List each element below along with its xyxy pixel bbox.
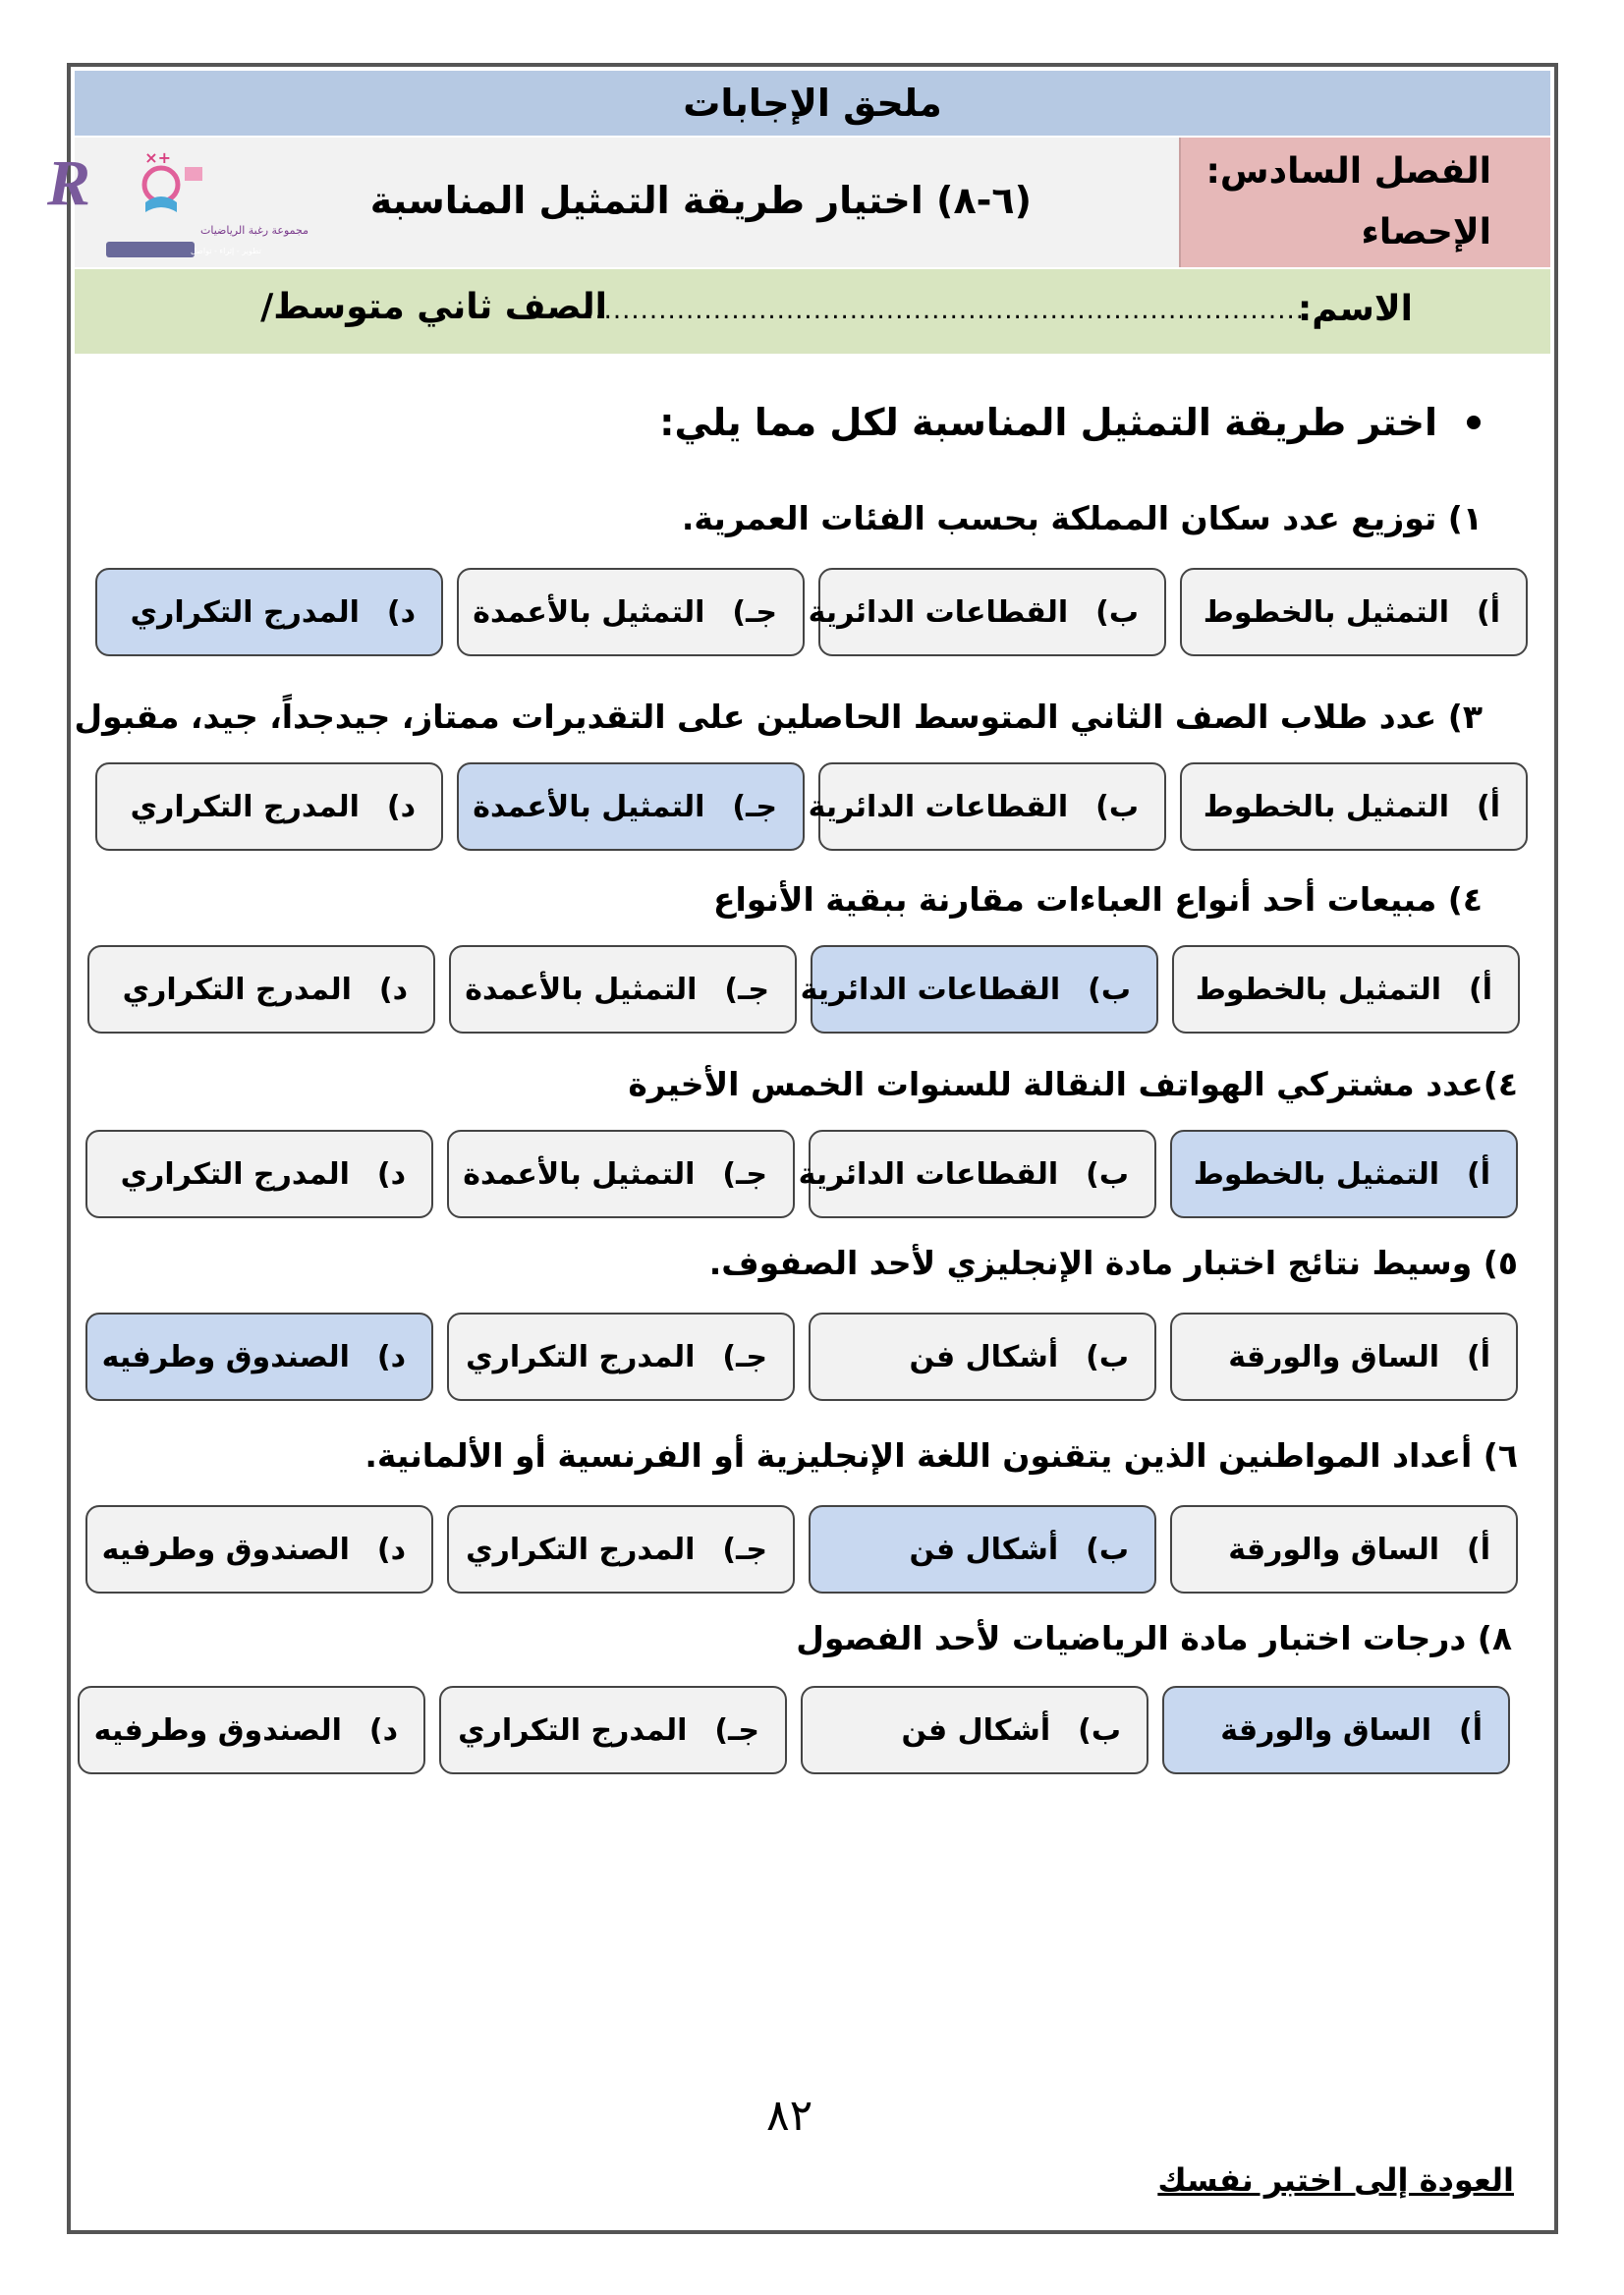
option-letter: جـ) [732, 789, 777, 824]
option-letter: ب) [1095, 789, 1139, 824]
option-b[interactable] [798, 1130, 1156, 1218]
option-label: القطاعات الدائرية [808, 789, 1069, 824]
option-letter: ب) [1078, 1712, 1121, 1748]
option-letter: د) [386, 789, 416, 824]
question-text: ٤) مبيعات أحد أنواع العباءات مقارنة ببقية الأنواع [712, 880, 1483, 919]
question-text: ١) توزيع عدد سكان المملكة بحسب الفئات العمرية. [681, 499, 1483, 537]
question-text: ٣) عدد طلاب الصف الثاني المتوسط الحاصلين على التقديرات ممتاز، جيدجداً، جيد، مقبول [74, 698, 1483, 736]
option-d[interactable] [95, 762, 443, 851]
option-label: التمثيل بالأعمدة [463, 1156, 696, 1192]
option-letter: ب) [1086, 1156, 1129, 1192]
option-letter: د) [378, 972, 408, 1007]
option-letter: د) [376, 1339, 406, 1374]
option-label: المدرج التكراري [130, 594, 360, 630]
page-number: ٨٢ [766, 2091, 813, 2141]
option-label: التمثيل بالخطوط [1193, 1156, 1439, 1192]
back-to-self-test-link[interactable]: العودة إلى اختبر نفسك [1157, 2161, 1514, 2199]
options-row [85, 1505, 1518, 1594]
option-letter: ب) [1086, 1339, 1129, 1374]
options-row [85, 1313, 1518, 1401]
option-letter: أ) [1467, 1532, 1490, 1567]
bullet-icon [1467, 416, 1481, 429]
option-c[interactable] [447, 1505, 795, 1594]
lesson-box [46, 138, 1179, 267]
option-label: التمثيل بالأعمدة [473, 594, 705, 630]
option-label: أشكال فن [909, 1339, 1059, 1374]
header-row [46, 138, 1550, 267]
option-label: التمثيل بالخطوط [1203, 594, 1449, 630]
option-label: أشكال فن [901, 1712, 1051, 1748]
option-label: الساق والورقة [1228, 1532, 1439, 1567]
option-a[interactable] [1172, 945, 1520, 1034]
option-letter: جـ) [722, 1532, 767, 1567]
option-label: التمثيل بالخطوط [1195, 972, 1441, 1007]
option-d[interactable] [85, 1505, 433, 1594]
option-letter: أ) [1469, 972, 1492, 1007]
option-letter: ب) [1086, 1532, 1129, 1567]
option-a-selected[interactable] [1170, 1130, 1518, 1218]
option-d-selected[interactable] [85, 1313, 433, 1401]
option-letter: أ) [1467, 1339, 1490, 1374]
option-label: الساق والورقة [1228, 1339, 1439, 1374]
instruction [659, 401, 1481, 444]
option-label: المدرج التكراري [466, 1339, 696, 1374]
option-label: التمثيل بالأعمدة [465, 972, 698, 1007]
option-letter: د) [376, 1156, 406, 1192]
question-text: ٦) أعداد المواطنين الذين يتقنون اللغة الإنجليزية أو الفرنسية أو الألمانية. [364, 1436, 1518, 1475]
option-d-selected[interactable] [95, 568, 443, 656]
option-label: المدرج التكراري [120, 1156, 350, 1192]
option-a[interactable] [1180, 568, 1528, 656]
option-letter: جـ) [722, 1339, 767, 1374]
instruction-text: اختر طريقة التمثيل المناسبة لكل مما يلي: [659, 401, 1437, 444]
option-letter: ب) [1088, 972, 1131, 1007]
logo-subtext: تطوير - إثراء - تواصل [191, 247, 261, 255]
answers-banner [75, 71, 1550, 136]
option-label: المدرج التكراري [466, 1532, 696, 1567]
option-letter: أ) [1467, 1156, 1490, 1192]
option-label: الساق والورقة [1220, 1712, 1431, 1748]
banner-title: ملحق الإجابات [683, 82, 942, 125]
chapter-subject: الإحصاء [1361, 212, 1491, 252]
option-c[interactable] [447, 1313, 795, 1401]
option-label: المدرج التكراري [458, 1712, 688, 1748]
options-row [78, 1686, 1510, 1774]
option-label: القطاعات الدائرية [800, 972, 1061, 1007]
option-d[interactable] [87, 945, 435, 1034]
option-label: أشكال فن [909, 1532, 1059, 1567]
question-text: ٤)عدد مشتركي الهواتف النقالة للسنوات الخمس الأخيرة [628, 1065, 1518, 1103]
option-b[interactable] [809, 1313, 1156, 1401]
option-label: الصندوق وطرفيه [93, 1712, 342, 1748]
svg-text:+×: +× [144, 148, 171, 167]
option-label: الصندوق وطرفيه [101, 1532, 350, 1567]
option-c[interactable] [439, 1686, 787, 1774]
option-label: الصندوق وطرفيه [101, 1339, 350, 1374]
name-row [75, 269, 1550, 354]
option-a[interactable] [1180, 762, 1528, 851]
option-b[interactable] [801, 1686, 1148, 1774]
option-b-selected[interactable] [809, 1505, 1156, 1594]
option-letter: أ) [1477, 789, 1500, 824]
options-row [85, 1130, 1518, 1218]
option-a[interactable] [1170, 1505, 1518, 1594]
option-label: التمثيل بالخطوط [1203, 789, 1449, 824]
option-d[interactable] [78, 1686, 425, 1774]
option-a-selected[interactable] [1162, 1686, 1510, 1774]
question-text: ٥) وسيط نتائج اختبار مادة الإنجليزي لأحد الصفوف. [708, 1244, 1518, 1282]
option-letter: د) [368, 1712, 398, 1748]
option-letter: أ) [1477, 594, 1500, 630]
option-letter: جـ) [714, 1712, 759, 1748]
option-label: القطاعات الدائرية [808, 594, 1069, 630]
lesson-title: (٦-٨) اختيار طريقة التمثيل المناسبة [369, 179, 1032, 222]
option-letter: جـ) [732, 594, 777, 630]
option-c-selected[interactable] [457, 762, 805, 851]
chapter-box [1179, 138, 1550, 267]
option-label: المدرج التكراري [130, 789, 360, 824]
name-label: الاسم: [1297, 289, 1413, 329]
option-b[interactable] [808, 568, 1166, 656]
option-c[interactable] [457, 568, 805, 656]
option-d[interactable] [85, 1130, 433, 1218]
options-row [95, 568, 1528, 656]
question-text: ٨) درجات اختبار مادة الرياضيات لأحد الفصول [796, 1619, 1512, 1657]
option-letter: جـ) [722, 1156, 767, 1192]
option-letter: ب) [1095, 594, 1139, 630]
grade-label: الصف ثاني متوسط/ [260, 287, 607, 327]
options-row [95, 762, 1528, 851]
option-letter: د) [376, 1532, 406, 1567]
option-a[interactable] [1170, 1313, 1518, 1401]
options-row [87, 945, 1520, 1034]
svg-text:R: R [46, 147, 90, 219]
option-label: التمثيل بالأعمدة [473, 789, 705, 824]
option-letter: جـ) [724, 972, 769, 1007]
option-b[interactable] [808, 762, 1166, 851]
option-b-selected[interactable] [800, 945, 1158, 1034]
option-c[interactable] [449, 945, 797, 1034]
option-c[interactable] [447, 1130, 795, 1218]
option-letter: أ) [1459, 1712, 1483, 1748]
group-logo-icon [46, 141, 309, 263]
option-label: القطاعات الدائرية [798, 1156, 1059, 1192]
option-letter: د) [386, 594, 416, 630]
logo-text: مجموعة رغبة الرياضيات [200, 224, 309, 237]
chapter-title: الفصل السادس: [1205, 151, 1491, 192]
option-label: المدرج التكراري [122, 972, 352, 1007]
name-field[interactable]: ............................................................................... [586, 296, 1305, 325]
